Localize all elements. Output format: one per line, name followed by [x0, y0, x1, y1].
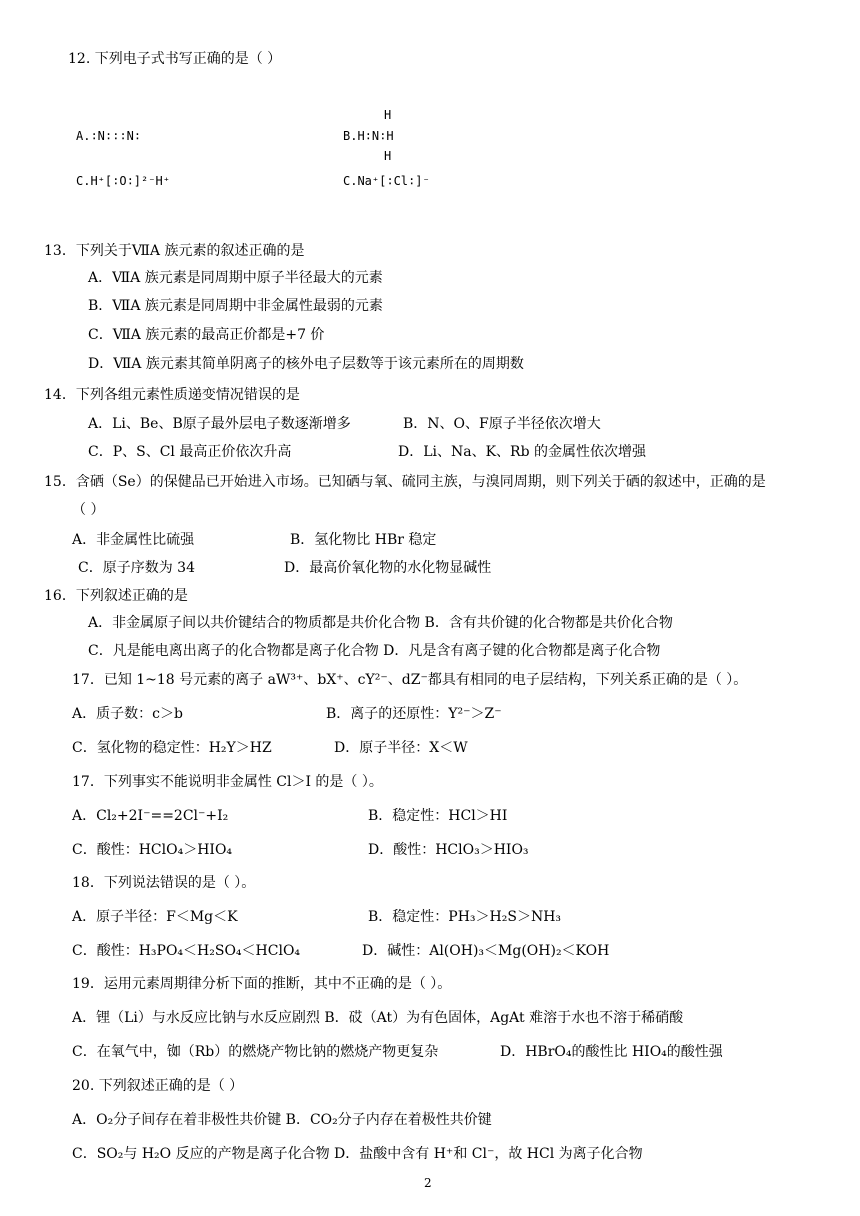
q19-stem: 19．运用元素周期律分析下面的推断，其中不正确的是（ ）。 — [72, 976, 452, 992]
q14-stem: 14．下列各组元素性质递变情况错误的是 — [44, 387, 300, 403]
q13-option-c: C．ⅦA 族元素的最高正价都是+7 价 — [88, 327, 325, 343]
page-number: 2 — [424, 1176, 432, 1190]
q20-options-cd: C．SO₂与 H₂O 反应的产物是离子化合物 D．盐酸中含有 H⁺和 Cl⁻，故 HCl 为离子化合物 — [72, 1146, 643, 1162]
q12-option-b: B.H∶N∶H — [343, 129, 394, 143]
q18-option-a: A．原子半径：F＜Mg＜K — [72, 909, 238, 925]
q15-option-d: D．最高价氧化物的水化物显碱性 — [284, 560, 492, 576]
q17b-option-c: C．酸性：HClO₄＞HIO₄ — [72, 842, 233, 858]
q15-stem-paren: （ ） — [72, 502, 105, 518]
q13-option-a: A．ⅦA 族元素是同周期中原子半径最大的元素 — [88, 270, 383, 286]
q13-option-d: D．ⅦA 族元素其简单阴离子的核外电子层数等于该元素所在的周期数 — [88, 356, 524, 372]
q15-option-c: C．原子序数为 34 — [78, 560, 195, 576]
q17b-option-b: B．稳定性：HCl＞HI — [368, 808, 508, 824]
q19-option-c: C．在氧气中，铷（Rb）的燃烧产物比钠的燃烧产物更复杂 — [72, 1044, 439, 1060]
q14-option-c: C．P、S、Cl 最高正价依次升高 — [88, 444, 292, 460]
q17a-stem: 17．已知 1~18 号元素的离子 aW³⁺、bX⁺、cY²⁻、dZ⁻都具有相同的电子层结构，下列关系正确的是（ ）。 — [72, 672, 748, 688]
q15-stem: 15．含硒（Se）的保健品已开始进入市场。已知硒与氧、硫同主族，与溴同周期，则下列关于硒的叙述中，正确的是 — [44, 474, 766, 490]
q12-option-d: C.Na⁺[∶Cl∶]⁻ — [343, 174, 430, 188]
q17b-stem: 17．下列事实不能说明非金属性 Cl＞I 的是（ ）。 — [72, 774, 383, 790]
q17a-option-b: B．离子的还原性：Y²⁻＞Z⁻ — [326, 706, 502, 722]
q18-option-b: B．稳定性：PH₃＞H₂S＞NH₃ — [368, 909, 562, 925]
q15-option-a: A．非金属性比硫强 — [72, 532, 195, 548]
q19-options-ab: A．锂（Li）与水反应比钠与水反应剧烈 B．砹（At）为有色固体，AgAt 难溶于水也不溶于稀硝酸 — [72, 1010, 684, 1026]
q16-stem: 16．下列叙述正确的是 — [44, 588, 188, 604]
q14-option-a: A．Li、Be、B原子最外层电子数逐渐增多 — [88, 416, 351, 432]
q16-options-cd: C．凡是能电离出离子的化合物都是离子化合物 D．凡是含有离子键的化合物都是离子化合物 — [88, 643, 661, 659]
q12-stem: 12. 下列电子式书写正确的是（ ） — [68, 51, 282, 67]
q20-stem: 20. 下列叙述正确的是（ ） — [72, 1078, 244, 1094]
q17a-option-d: D．原子半径：X＜W — [334, 740, 468, 756]
q14-option-d: D．Li、Na、K、Rb 的金属性依次增强 — [398, 444, 647, 460]
q17a-option-c: C．氢化物的稳定性：H₂Y＞HZ — [72, 740, 272, 756]
q12-option-a: A.∶N∶∶∶N∶ — [76, 129, 142, 143]
q17b-option-a: A．Cl₂+2I⁻==2Cl⁻+I₂ — [72, 808, 229, 824]
q12-option-b-top: H — [384, 108, 392, 122]
q13-stem: 13．下列关于ⅦA 族元素的叙述正确的是 — [44, 243, 305, 259]
q17a-option-a: A．质子数：c＞b — [72, 706, 183, 722]
q13-option-b: B．ⅦA 族元素是同周期中非金属性最弱的元素 — [88, 298, 383, 314]
q14-option-b: B．N、O、F原子半径依次增大 — [403, 416, 601, 432]
q12-option-c: C.H⁺[∶O∶]²⁻H⁺ — [76, 174, 170, 188]
q15-option-b: B．氢化物比 HBr 稳定 — [290, 532, 437, 548]
q12-option-b-bottom: H — [384, 149, 392, 163]
q16-options-ab: A．非金属原子间以共价键结合的物质都是共价化合物 B．含有共价键的化合物都是共价化合物 — [88, 615, 673, 631]
q17b-option-d: D．酸性：HClO₃＞HIO₃ — [368, 842, 529, 858]
q18-stem: 18．下列说法错误的是（ ）。 — [72, 875, 256, 891]
q18-option-d: D．碱性：Al(OH)₃＜Mg(OH)₂＜KOH — [362, 943, 610, 959]
q20-options-ab: A．O₂分子间存在着非极性共价键 B．CO₂分子内存在着极性共价键 — [72, 1112, 492, 1128]
q18-option-c: C．酸性：H₃PO₄＜H₂SO₄＜HClO₄ — [72, 943, 301, 959]
q19-option-d: D．HBrO₄的酸性比 HIO₄的酸性强 — [500, 1044, 723, 1060]
